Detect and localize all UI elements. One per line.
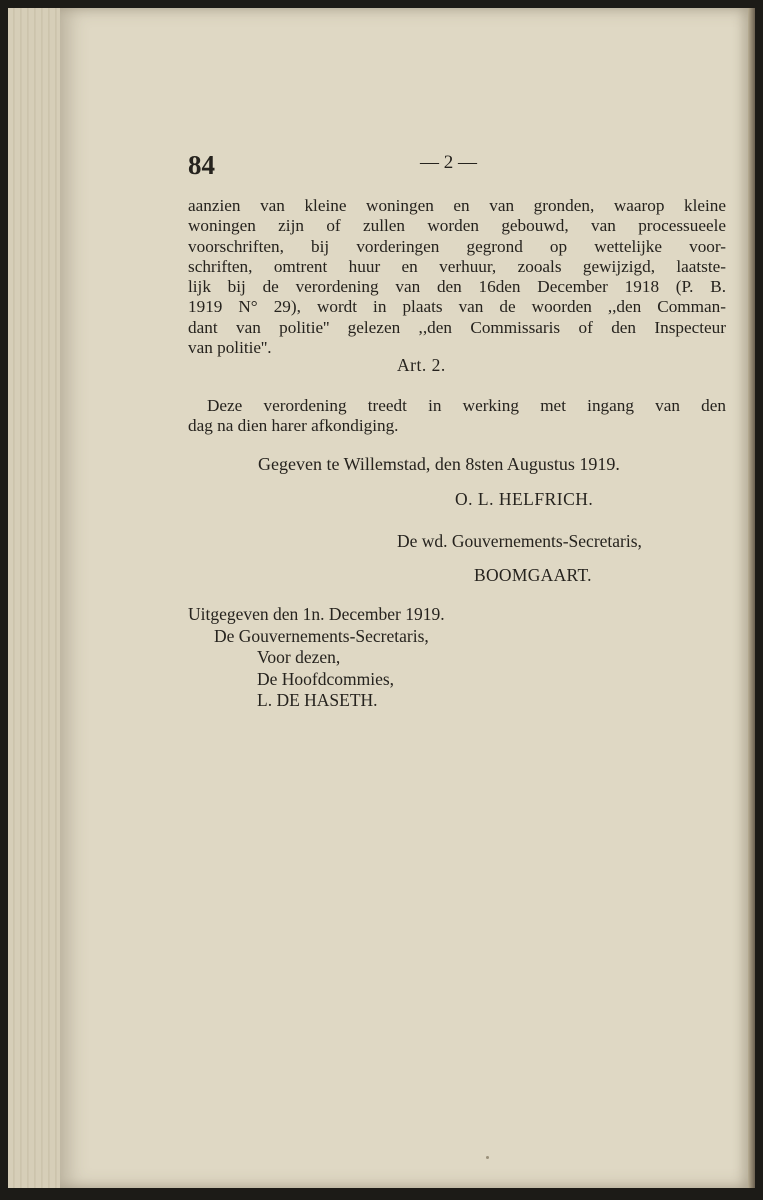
text-line: dag na dien harer afkondiging. (188, 416, 399, 436)
stacked-page-edges (8, 8, 60, 1188)
publication-office: De Gouvernements-Secretaris, (214, 625, 429, 646)
text-line: woningen zijn of zullen worden gebouwd, van processueele (188, 216, 726, 236)
publication-for: Voor dezen, (257, 647, 341, 667)
secretary-signature: BOOMGAART. (474, 565, 592, 585)
document-page (60, 8, 748, 1188)
text-line: voorschriften, bij vorderingen gegrond op wettelijke voor- (188, 236, 726, 256)
publication-role: De Hoofdcommies, (257, 668, 395, 689)
governor-signature: O. L. HELFRICH. (455, 489, 594, 509)
text-line: schriften, omtrent huur en verhuur, zooals gewijzigd, laatste- (188, 256, 726, 276)
text-line: van politie''. (188, 338, 272, 358)
text-line: aanzien van kleine woningen en van gronden, waarop kleine (188, 196, 726, 215)
page-number: 84 (188, 150, 215, 180)
text-line: dant van politie'' gelezen ,,den Commissaris of den Inspecteur (188, 317, 726, 337)
secretary-title: De wd. Gouvernements-Secretaris, (397, 531, 642, 551)
given-at-line: Gegeven te Willemstad, den 8sten Augustus 1919. (258, 454, 620, 474)
paper-speck (486, 1156, 489, 1159)
text-line: 1919 N° 29), wordt in plaats van de woorden ,,den Comman- (188, 297, 726, 317)
text-line: Deze verordening treedt in werking met ingang van den (207, 396, 726, 415)
publication-signature: L. DE HASETH. (257, 690, 378, 710)
article-heading: Art. 2. (397, 355, 446, 375)
paragraph-article-1 (188, 196, 726, 358)
paragraph-article-2 (188, 396, 726, 437)
text-line: lijk bij de verordening van den 16den December 1918 (P. B. (188, 277, 726, 297)
page-right-edge (748, 8, 755, 1188)
publication-block (188, 604, 445, 712)
folio-number: — 2 — (420, 152, 477, 173)
publication-date: Uitgegeven den 1n. December 1919. (188, 604, 445, 624)
